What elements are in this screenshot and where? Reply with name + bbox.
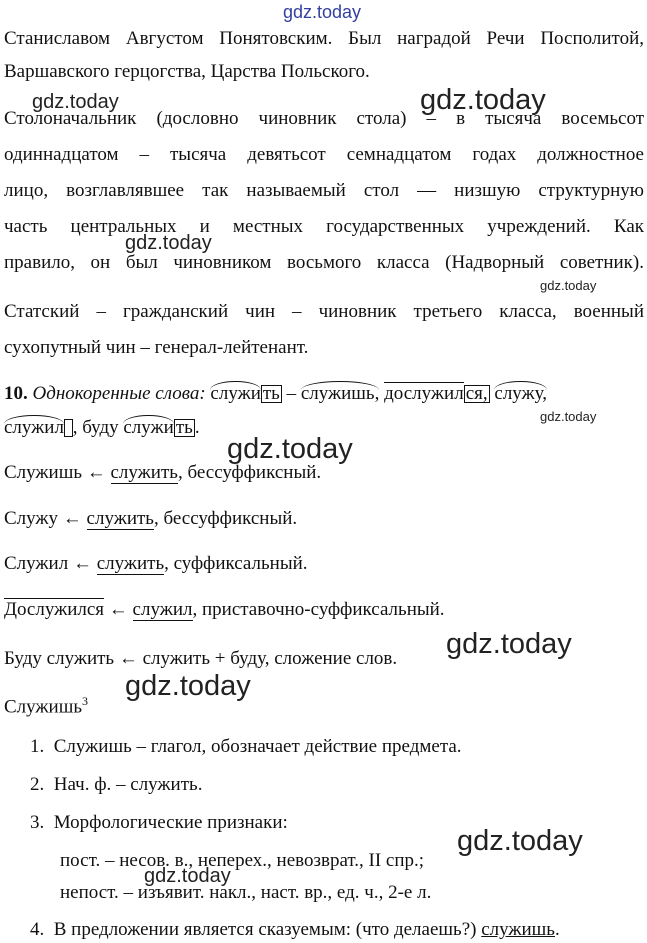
watermark: gdz.today — [125, 232, 212, 254]
root-word: служишь, — [300, 383, 380, 404]
text: , приставочно-суффиксальный. — [192, 599, 445, 620]
word: дослужил — [384, 383, 464, 404]
morph-title — [4, 690, 88, 718]
comma: , — [72, 417, 78, 438]
item-text: Служишь – глагол, обозначает действие предмета. — [53, 736, 462, 757]
arrow: ← — [108, 599, 128, 620]
word: Служу — [4, 508, 59, 529]
source-word: служить — [96, 553, 165, 574]
root-word: служу, — [494, 383, 548, 404]
morph-word: Служишь — [4, 696, 82, 718]
watermark: gdz.today — [125, 670, 251, 702]
item-number: 1. — [30, 736, 45, 757]
morph-permanent: пост. – несов. в., неперех., невозврат., II спр.; — [60, 850, 425, 871]
source-word: служил — [132, 599, 193, 620]
list-item — [30, 736, 462, 758]
watermark: gdz.today — [420, 84, 546, 116]
word: Дослужился — [4, 599, 105, 620]
source-word: служить — [86, 508, 154, 529]
text-line: правило, он был чиновником восьмого класса (Надворный советник). — [4, 252, 644, 273]
analysis-line — [4, 462, 321, 484]
word: Служил — [4, 553, 69, 574]
text-line: часть центральных и местных государственных учреждений. Как — [4, 216, 644, 237]
text-line: Столоначальник (дословно чиновник стола) – в тысяча восемьсот — [4, 108, 644, 129]
root-word: служи — [210, 383, 261, 404]
text: , суффиксальный. — [164, 553, 308, 574]
list-item — [30, 812, 288, 834]
ending-box: ть — [262, 383, 280, 404]
analysis-line — [4, 599, 445, 621]
text-line: Статский – гражданский чин – чиновник третьего класса, военный — [4, 301, 644, 322]
ending-box — [64, 419, 73, 437]
text: , бессуффиксный. — [153, 508, 298, 529]
task-heading: Однокоренные слова: — [32, 383, 206, 404]
watermark: gdz.today — [540, 278, 597, 293]
item-text: Морфологические признаки: — [53, 812, 288, 833]
morph-variable: непост. – изъявит. накл., наст. вр., ед. ч., 2-е л. — [60, 882, 432, 903]
ending-box: ть — [175, 417, 193, 438]
item-number: 4. — [30, 919, 45, 940]
arrow: ← — [72, 553, 92, 574]
word: буду — [82, 417, 119, 438]
item-text: Нач. ф. – служить. — [53, 774, 203, 795]
text-line: Станиславом Августом Понятовским. Был наградой Речи Посполитой, — [4, 28, 644, 49]
text-line: Варшавского герцогства, Царства Польского. — [4, 61, 370, 82]
arrow: ← — [62, 508, 82, 529]
task-10-line — [4, 383, 547, 405]
list-item — [30, 919, 560, 941]
item-text: В предложении является сказуемым: (что делаешь?) — [53, 919, 482, 940]
root-word: служил — [4, 417, 64, 438]
text-line: одиннадцатом – тысяча девятьсот семнадцатом годах должностное — [4, 144, 644, 165]
period: . — [194, 417, 200, 438]
period: . — [554, 919, 560, 940]
source-word: служить — [110, 462, 178, 483]
watermark: gdz.today — [32, 91, 119, 113]
task-10-line-2 — [4, 417, 200, 439]
watermark: gdz.today — [457, 825, 583, 857]
dash: – — [286, 383, 297, 404]
word: Служишь — [4, 462, 82, 483]
ending-box: ся, — [465, 383, 488, 404]
watermark: gdz.today — [283, 2, 362, 22]
arrow: ← — [118, 648, 138, 669]
item-number: 2. — [30, 774, 45, 795]
watermark: gdz.today — [446, 628, 572, 660]
superscript: 3 — [82, 694, 88, 708]
underlined-word: служишь — [481, 919, 555, 940]
text: служить + буду, сложение слов. — [142, 648, 398, 669]
analysis-line — [4, 508, 297, 530]
watermark: gdz.today — [144, 865, 231, 887]
task-number: 10. — [4, 383, 28, 404]
text-line: сухопутный чин – генерал-лейтенант. — [4, 337, 309, 358]
watermark: gdz.today — [540, 409, 597, 424]
word: Буду служить — [4, 648, 115, 669]
arrow: ← — [86, 462, 106, 483]
analysis-line — [4, 648, 397, 670]
text: , бессуффиксный. — [177, 462, 322, 483]
root-word: служи — [123, 417, 174, 438]
list-item — [30, 774, 202, 796]
text-line: лицо, возглавлявшее так называемый стол — низшую структурную — [4, 180, 644, 201]
item-number: 3. — [30, 812, 45, 833]
watermark: gdz.today — [227, 433, 353, 465]
analysis-line — [4, 553, 308, 575]
